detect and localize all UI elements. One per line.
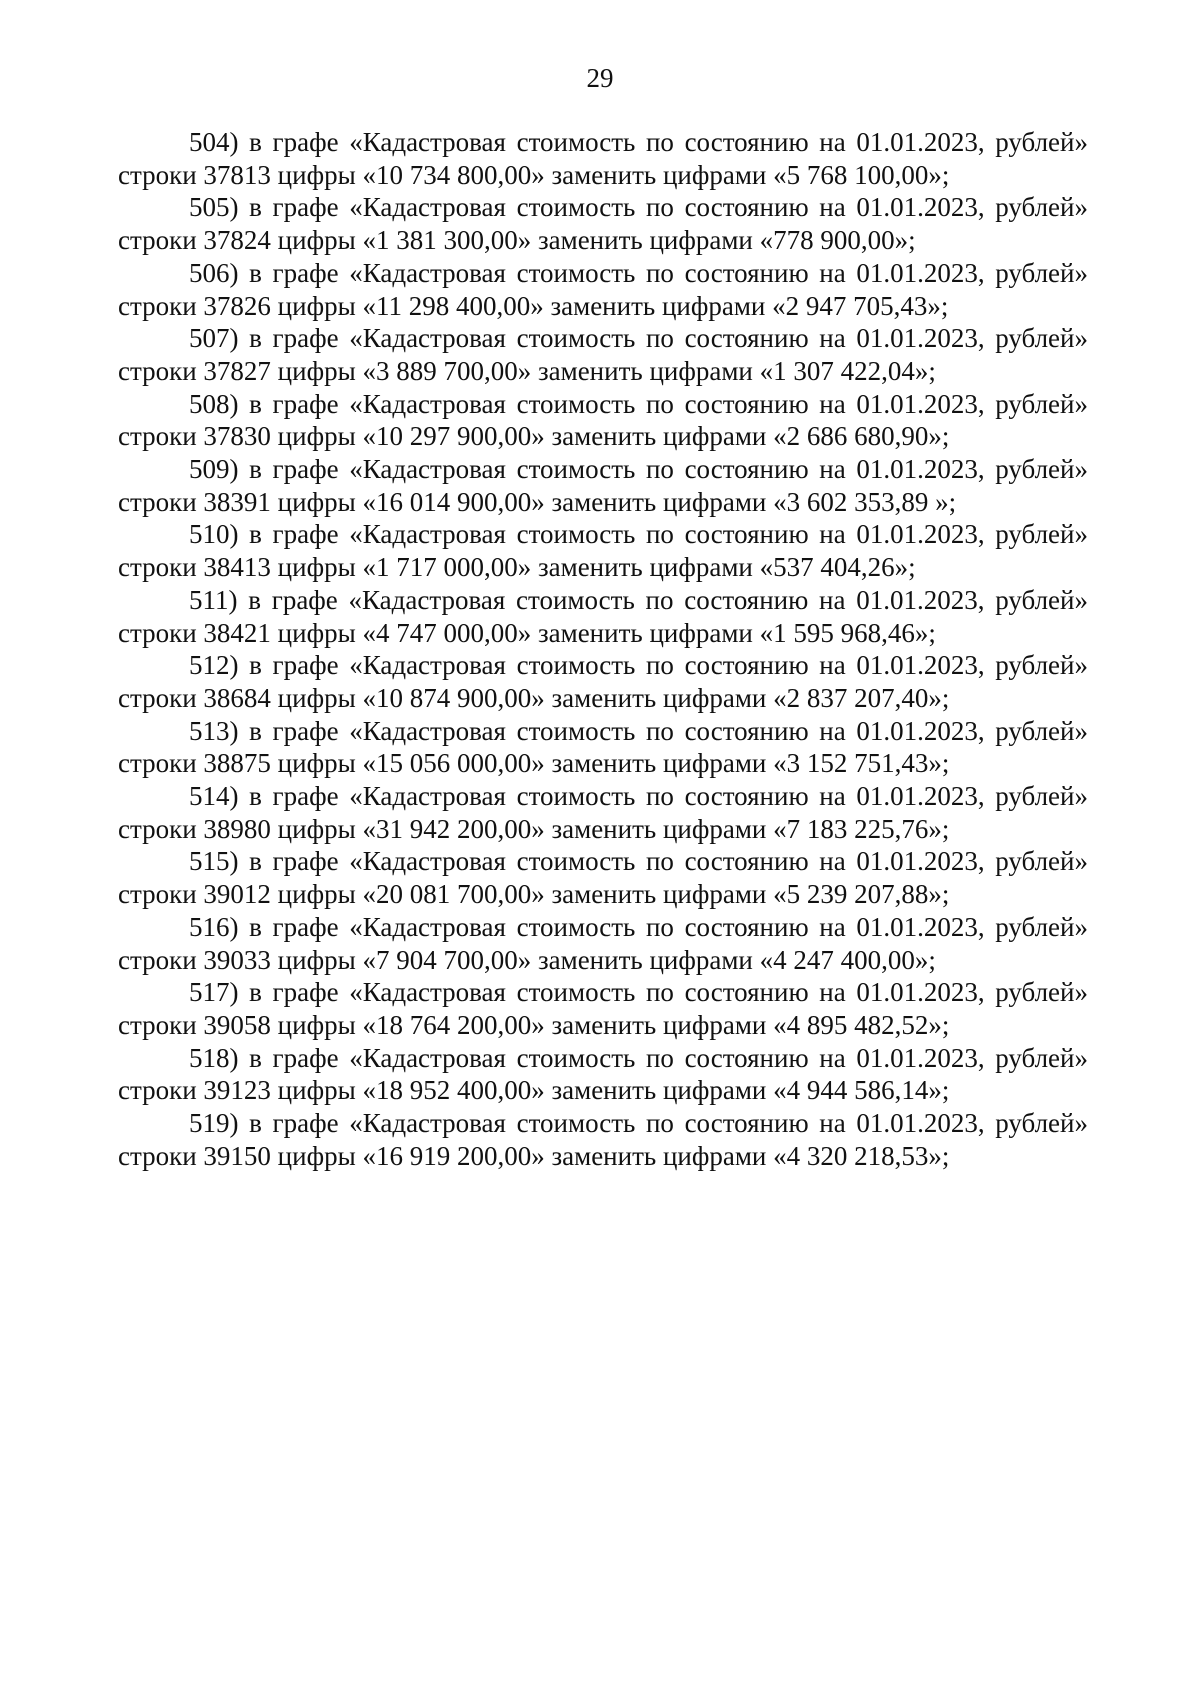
paragraph-519: 519) в графе «Кадастровая стоимость по состоянию на 01.01.2023, рублей» строки 39150 цифры «16 919 200,00» заменить цифрами «4 320 218,53»;: [118, 1108, 1088, 1171]
paragraph-507: 507) в графе «Кадастровая стоимость по состоянию на 01.01.2023, рублей» строки 37827 цифры «3 889 700,00» заменить цифрами «1 307 422,04»;: [118, 323, 1088, 386]
document-body: [118, 126, 1088, 1173]
paragraph-512: 512) в графе «Кадастровая стоимость по состоянию на 01.01.2023, рублей» строки 38684 цифры «10 874 900,00» заменить цифрами «2 837 207,40»;: [118, 650, 1088, 713]
paragraph-518: 518) в графе «Кадастровая стоимость по состоянию на 01.01.2023, рублей» строки 39123 цифры «18 952 400,00» заменить цифрами «4 944 586,14»;: [118, 1042, 1088, 1106]
paragraph-506: 506) в графе «Кадастровая стоимость по состоянию на 01.01.2023, рублей» строки 37826 цифры «11 298 400,00» заменить цифрами «2 947 705,43»;: [118, 257, 1088, 321]
paragraph-508: 508) в графе «Кадастровая стоимость по состоянию на 01.01.2023, рублей» строки 37830 цифры «10 297 900,00» заменить цифрами «2 686 680,90»;: [118, 388, 1088, 452]
paragraph-514: 514) в графе «Кадастровая стоимость по состоянию на 01.01.2023, рублей» строки 38980 цифры «31 942 200,00» заменить цифрами «7 183 225,76»;: [118, 781, 1088, 844]
paragraph-517: 517) в графе «Кадастровая стоимость по состоянию на 01.01.2023, рублей» строки 39058 цифры «18 764 200,00» заменить цифрами «4 895 482,52»;: [118, 977, 1088, 1040]
paragraph-516: 516) в графе «Кадастровая стоимость по состоянию на 01.01.2023, рублей» строки 39033 цифры «7 904 700,00» заменить цифрами «4 247 400,00»;: [118, 911, 1088, 975]
paragraph-505: 505) в графе «Кадастровая стоимость по состоянию на 01.01.2023, рублей» строки 37824 цифры «1 381 300,00» заменить цифрами «778 900,00»;: [118, 192, 1088, 256]
paragraph-513: 513) в графе «Кадастровая стоимость по состоянию на 01.01.2023, рублей» строки 38875 цифры «15 056 000,00» заменить цифрами «3 152 751,43»;: [118, 715, 1088, 779]
paragraph-515: 515) в графе «Кадастровая стоимость по состоянию на 01.01.2023, рублей» строки 39012 цифры «20 081 700,00» заменить цифрами «5 239 207,88»;: [118, 846, 1088, 910]
paragraph-511: 511) в графе «Кадастровая стоимость по состоянию на 01.01.2023, рублей» строки 38421 цифры «4 747 000,00» заменить цифрами «1 595 968,46»;: [118, 584, 1088, 648]
paragraph-510: 510) в графе «Кадастровая стоимость по состоянию на 01.01.2023, рублей» строки 38413 цифры «1 717 000,00» заменить цифрами «537 404,26»;: [118, 519, 1088, 583]
paragraph-504: 504) в графе «Кадастровая стоимость по состоянию на 01.01.2023, рублей» строки 37813 цифры «10 734 800,00» заменить цифрами «5 768 100,00»;: [118, 127, 1088, 190]
paragraph-509: 509) в графе «Кадастровая стоимость по состоянию на 01.01.2023, рублей» строки 38391 цифры «16 014 900,00» заменить цифрами «3 602 353,89 »;: [118, 454, 1088, 517]
page-number: 29: [586, 63, 614, 93]
